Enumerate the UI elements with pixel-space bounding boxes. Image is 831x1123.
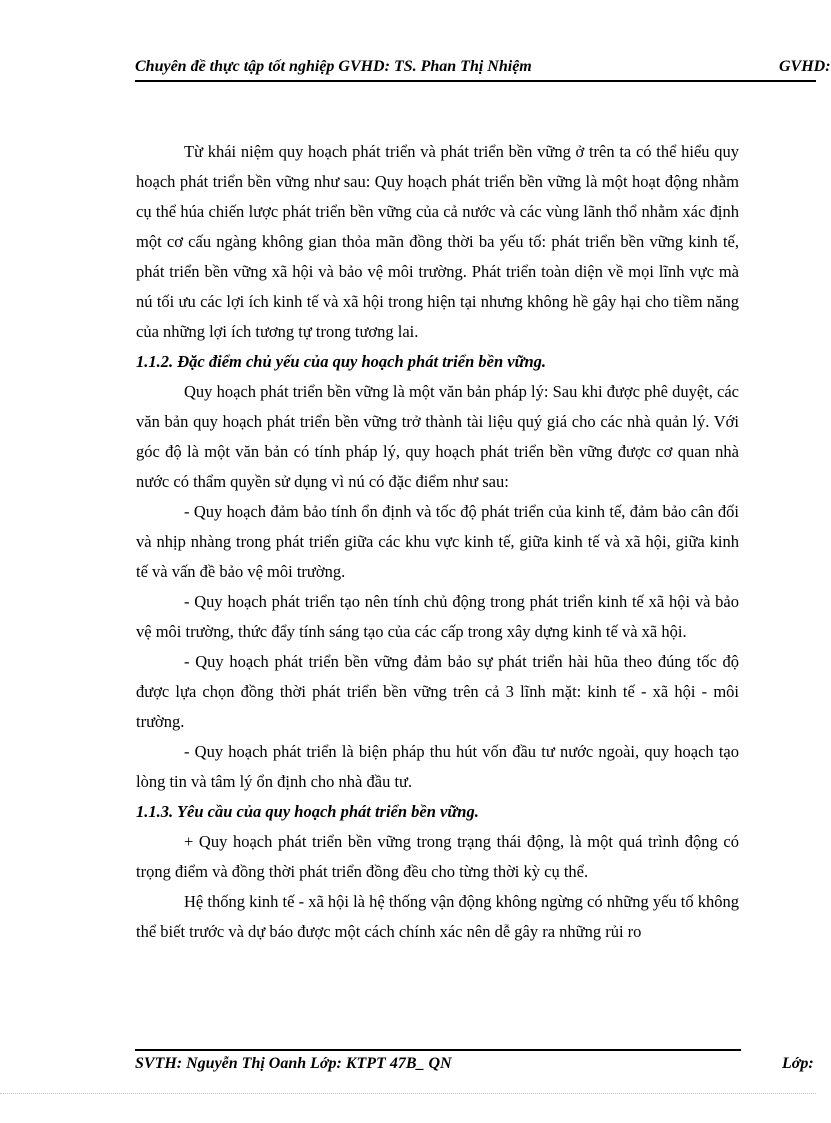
page-header: [135, 58, 831, 76]
paragraph-bullet-initiative: - Quy hoạch phát triển tạo nên tính chủ động trong phát triển kinh tế xã hội và bảo vệ môi trường, thức đẩy tính sáng tạo của các cấp trong xây dựng kinh tế và xã hội.: [136, 592, 739, 641]
paragraph-legal-document: Quy hoạch phát triển bền vững là một văn bản pháp lý: Sau khi được phê duyệt, các văn bản quy hoạch phát triển bền vững trở thành tài liệu quý giá cho các nhà quản lý. Với góc độ là một văn bản có tính pháp lý, quy hoạch phát triển bền vững được cơ quan nhà nước có thẩm quyền sử dụng vì nú có đặc điểm như sau:: [136, 382, 739, 491]
paragraph-dynamic-state: + Quy hoạch phát triển bền vững trong trạng thái động, là một quá trình động có trọng điểm và đồng thời phát triển đồng đều cho từng thời kỳ cụ thể.: [136, 832, 739, 881]
paragraph-risk: Hệ thống kinh tế - xã hội là hệ thống vận động không ngừng có những yếu tố không thể biết trước và dự báo được một cách chính xác nên dễ gây ra những rủi ro: [136, 892, 739, 941]
section-heading-1-1-2: 1.1.2. Đặc điểm chủ yếu của quy hoạch phát triển bền vững.: [136, 352, 547, 371]
paragraph-definition: Từ khái niệm quy hoạch phát triển và phát triển bền vững ở trên ta có thể hiểu quy hoạch phát triển bền vững như sau: Quy hoạch phát triển bền vững là một hoạt động nhằm cụ thể húa chiến lược phát triển bền vững của cả nước và các vùng lãnh thổ nhằm xác định một cơ cấu ngàng không gian thỏa mãn đồng thời ba yếu tố: phát triển bền vững kinh tế, phát triển bền vững xã hội và bảo vệ môi trường. Phát triển toàn diện về mọi lĩnh vực mà nú tối ưu các lợi ích kinh tế và xã hội trong hiện tại nhưng không hề gây hại cho tiềm năng của những lợi ích tương tự trong tương lai.: [136, 142, 739, 341]
paragraph-bullet-stability: - Quy hoạch đảm bảo tính ổn định và tốc độ phát triển của kinh tế, đảm bảo cân đối và nhịp nhàng trong phát triển giữa các khu vực kinh tế, giữa kinh tế và xã hội, giữa kinh tế và vấn đề bảo vệ môi trường.: [136, 502, 739, 581]
footer-student-info: SVTH: Nguyễn Thị Oanh Lớp: KTPT 47B_ QN: [135, 1055, 452, 1072]
header-title: Chuyên đề thực tập tốt nghiệp GVHD: TS. Phan Thị Nhiệm: [135, 58, 532, 75]
paragraph-bullet-investment: - Quy hoạch phát triển là biện pháp thu hút vốn đầu tư nước ngoài, quy hoạch tạo lòng tin và tâm lý ổn định cho nhà đầu tư.: [136, 742, 739, 791]
footer-divider: [135, 1049, 741, 1051]
section-heading-1-1-3: 1.1.3. Yêu cầu của quy hoạch phát triển bền vững.: [136, 802, 479, 821]
page-footer: [135, 1055, 816, 1073]
footer-right-text: Lớp:: [782, 1055, 814, 1072]
document-body: [136, 137, 739, 947]
header-right-text: GVHD:: [779, 58, 831, 75]
header-divider: [135, 80, 816, 82]
page-bottom-dotted-line: [0, 1093, 816, 1094]
paragraph-bullet-harmony: - Quy hoạch phát triển bền vững đảm bảo sự phát triển hài hũa theo đúng tốc độ được lựa chọn đồng thời phát triển bền vững trên cả 3 lĩnh mặt: kinh tế - xã hội - môi trường.: [136, 652, 739, 731]
